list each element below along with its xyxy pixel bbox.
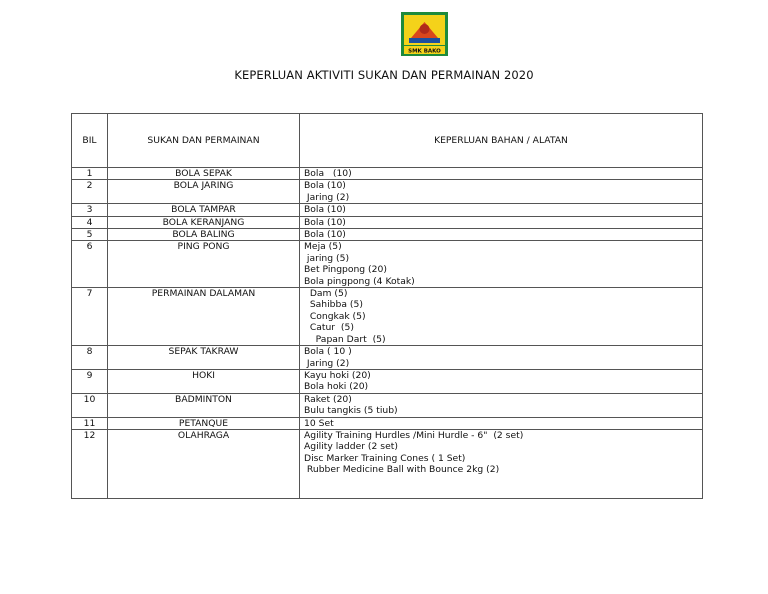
- column-header-keperluan: KEPERLUAN BAHAN / ALATAN: [300, 114, 703, 168]
- sport-name: HOKI: [108, 369, 300, 393]
- row-number: 7: [72, 288, 108, 346]
- requirement-item: jaring (5): [304, 252, 350, 264]
- requirement-item: Bola pingpong (4 Kotak): [304, 275, 415, 287]
- row-number: 10: [72, 393, 108, 417]
- requirements-cell: [300, 288, 703, 346]
- row-number: 2: [72, 180, 108, 204]
- table-row: [72, 216, 703, 228]
- requirements-cell: [300, 168, 703, 180]
- requirement-item: Disc Marker Training Cones ( 1 Set): [304, 452, 466, 464]
- requirement-item: Bola (10): [304, 180, 346, 192]
- requirement-item: Jaring (2): [304, 357, 350, 369]
- requirement-item: Bola hoki (20): [304, 381, 369, 393]
- requirements-cell: [300, 346, 703, 370]
- requirement-item: Congkak (5): [304, 310, 366, 322]
- requirement-item: Bulu tangkis (5 tiub): [304, 405, 398, 417]
- column-header-sukan: SUKAN DAN PERMAINAN: [108, 114, 300, 168]
- sport-name: BOLA BALING: [108, 229, 300, 241]
- sport-name: BOLA TAMPAR: [108, 204, 300, 216]
- requirements-cell: [300, 417, 703, 429]
- school-logo: [401, 12, 448, 56]
- requirements-cell: [300, 229, 703, 241]
- row-number: 3: [72, 204, 108, 216]
- row-number: 4: [72, 216, 108, 228]
- table-header-row: [72, 114, 703, 168]
- requirements-cell: [300, 180, 703, 204]
- table-row: [72, 204, 703, 216]
- table-row: [72, 288, 703, 346]
- requirements-cell: [300, 216, 703, 228]
- requirements-cell: [300, 204, 703, 216]
- requirements-table: [71, 113, 703, 499]
- table-row: [72, 168, 703, 180]
- sport-name: PETANQUE: [108, 417, 300, 429]
- table-row: [72, 346, 703, 370]
- logo-text: SMK BAKO: [408, 48, 441, 55]
- row-number: 8: [72, 346, 108, 370]
- row-number: 12: [72, 429, 108, 498]
- row-number: 11: [72, 417, 108, 429]
- requirement-item: Raket (20): [304, 393, 352, 405]
- requirement-item: Bola (10): [304, 168, 352, 179]
- requirement-item: Bola ( 10 ): [304, 346, 352, 358]
- sport-name: BADMINTON: [108, 393, 300, 417]
- requirement-item: Bola (10): [304, 216, 346, 228]
- requirement-item: Agility Training Hurdles /Mini Hurdle - 6" (2 set): [304, 429, 524, 441]
- row-number: 1: [72, 168, 108, 180]
- column-header-bil: BIL: [72, 114, 108, 168]
- requirement-item: Bola (10): [304, 229, 346, 241]
- requirement-item: Sahibba (5): [304, 299, 363, 311]
- requirement-item: 10 Set: [304, 417, 334, 429]
- sport-name: OLAHRAGA: [108, 429, 300, 498]
- page-title: KEPERLUAN AKTIVITI SUKAN DAN PERMAINAN 2020: [234, 68, 534, 82]
- sport-name: BOLA JARING: [108, 180, 300, 204]
- table-row: [72, 241, 703, 288]
- sport-name: BOLA KERANJANG: [108, 216, 300, 228]
- sport-name: PING PONG: [108, 241, 300, 288]
- requirement-item: Agility ladder (2 set): [304, 441, 398, 453]
- table-row: [72, 393, 703, 417]
- requirement-item: Catur (5): [304, 322, 354, 334]
- sport-name: SEPAK TAKRAW: [108, 346, 300, 370]
- requirement-item: Jaring (2): [304, 191, 350, 203]
- requirements-cell: [300, 369, 703, 393]
- table-row: [72, 180, 703, 204]
- requirements-cell: [300, 241, 703, 288]
- requirement-item: Papan Dart (5): [304, 333, 386, 345]
- row-number: 9: [72, 369, 108, 393]
- table-row: [72, 417, 703, 429]
- row-number: 5: [72, 229, 108, 241]
- table-row: [72, 429, 703, 498]
- table-row: [72, 369, 703, 393]
- requirements-cell: [300, 393, 703, 417]
- requirement-item: Rubber Medicine Ball with Bounce 2kg (2): [304, 464, 500, 476]
- requirement-item: Meja (5): [304, 241, 342, 253]
- table-row: [72, 229, 703, 241]
- requirement-item: Bet Pingpong (20): [304, 264, 387, 276]
- row-number: 6: [72, 241, 108, 288]
- requirements-cell: [300, 429, 703, 498]
- requirement-item: Kayu hoki (20): [304, 369, 371, 381]
- sport-name: BOLA SEPAK: [108, 168, 300, 180]
- requirement-item: Dam (5): [304, 288, 348, 300]
- sport-name: PERMAINAN DALAMAN: [108, 288, 300, 346]
- requirement-item: Bola (10): [304, 204, 346, 216]
